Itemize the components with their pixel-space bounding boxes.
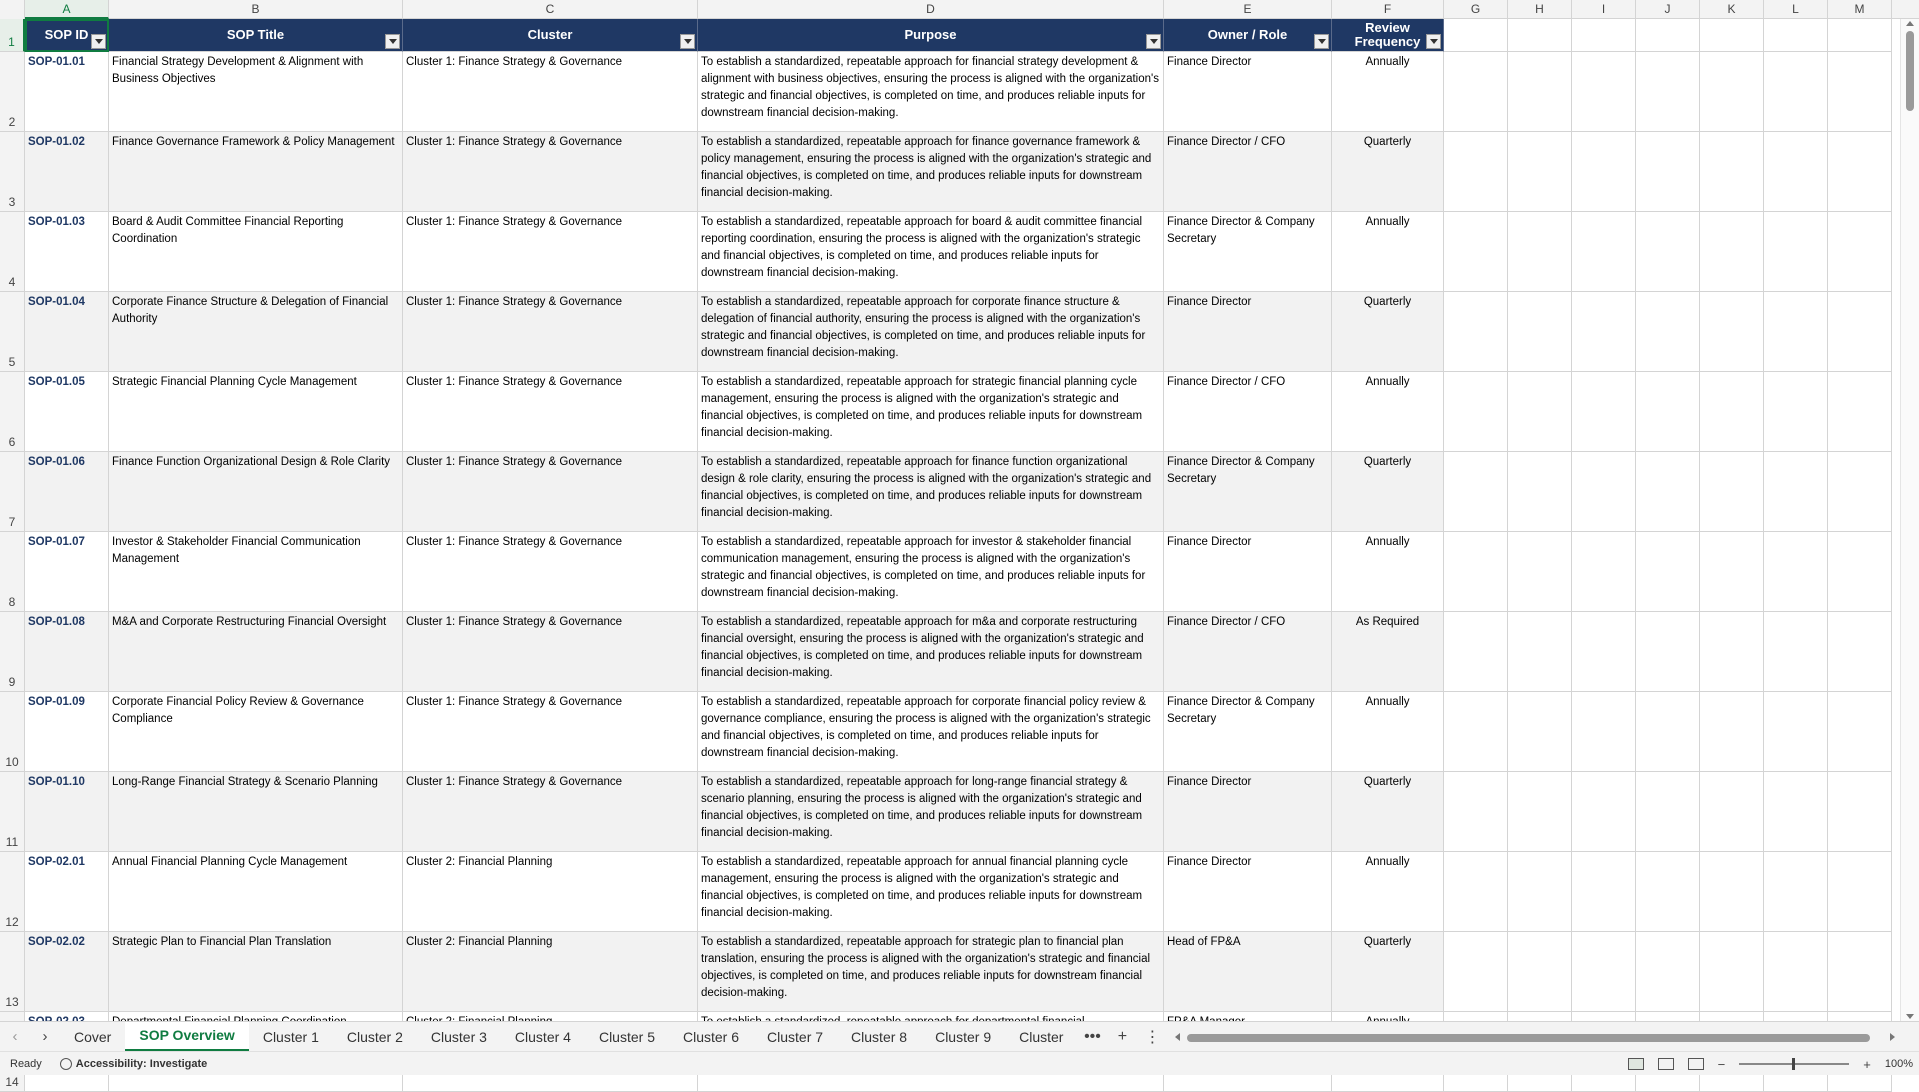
cell-purpose[interactable]: To establish a standardized, repeatable approach for financial strategy development & alignment with business objectives, ensuring the process is aligned with the organization's strategic and financial objectives, is completed on time, and produces reliable inputs for downstream financial decision-making. [698,52,1164,132]
cell-sop-id[interactable] [25,532,109,612]
empty-cell[interactable] [1700,772,1764,852]
cell-review-frequency[interactable]: Quarterly [1332,132,1444,212]
horizontal-scrollbar[interactable] [1175,1031,1895,1043]
cell-cluster[interactable]: Cluster 1: Finance Strategy & Governance [403,292,698,372]
row-number[interactable]: 14 [0,1012,25,1092]
row-number[interactable]: 6 [0,372,25,452]
header-label: SOP Title [226,27,285,42]
cell-owner[interactable]: Finance Director [1164,52,1332,132]
empty-cell[interactable] [1636,852,1700,932]
cell-cluster[interactable]: Cluster 2: Financial Planning [403,852,698,932]
table-row [0,212,1892,292]
empty-cell[interactable] [1572,452,1636,532]
empty-cell[interactable] [1636,372,1700,452]
header-owner[interactable] [1164,19,1332,52]
empty-cell[interactable] [1636,532,1700,612]
header-review-frequency[interactable] [1332,19,1444,52]
sop-id-value: SOP-02.01 [28,856,85,868]
cell-review-frequency[interactable]: Quarterly [1332,292,1444,372]
empty-cell[interactable] [1572,692,1636,772]
empty-cell[interactable] [1700,932,1764,1012]
empty-cell[interactable] [1700,52,1764,132]
empty-cell[interactable] [1508,292,1572,372]
empty-cell[interactable] [1764,19,1828,52]
cell-sop-id[interactable] [25,132,109,212]
empty-cell[interactable] [1764,452,1828,532]
filter-dropdown-icon[interactable] [680,34,695,49]
empty-cell[interactable] [1444,452,1508,532]
empty-cell[interactable] [1828,19,1892,52]
header-sop-title[interactable] [109,19,403,52]
cell-owner[interactable]: Finance Director [1164,852,1332,932]
row-number[interactable]: 1 [0,19,25,52]
cell-sop-id[interactable] [25,52,109,132]
empty-cell[interactable] [1508,19,1572,52]
page-layout-view-icon[interactable] [1658,1058,1674,1070]
row-number[interactable]: 4 [0,212,25,292]
sop-id-value: SOP-01.01 [28,56,85,68]
cell-review-frequency[interactable]: Quarterly [1332,932,1444,1012]
cell-owner[interactable]: Finance Director & Company Secretary [1164,452,1332,532]
empty-cell[interactable] [1572,212,1636,292]
empty-cell[interactable] [1572,932,1636,1012]
empty-cell[interactable] [1636,452,1700,532]
cell-sop-id[interactable] [25,772,109,852]
filter-dropdown-icon[interactable] [1426,34,1441,49]
table-header-row [0,19,1892,52]
cell-sop-id[interactable] [25,692,109,772]
scroll-thumb[interactable] [1906,31,1914,111]
tab-cluster-3[interactable]: Cluster 3 [430,1028,487,1045]
tab-cluster-4[interactable]: Cluster 4 [514,1028,571,1045]
cell-sop-id[interactable] [25,212,109,292]
empty-cell[interactable] [1764,692,1828,772]
cell-sop-title[interactable]: Long-Range Financial Strategy & Scenario Planning [109,772,403,852]
cell-sop-title[interactable]: Investor & Stakeholder Financial Communication Management [109,532,403,612]
tab-cover[interactable]: Cover [74,1028,112,1045]
zoom-in-icon[interactable]: + [1863,1056,1871,1072]
accessibility-label: Accessibility: Investigate [75,1057,208,1070]
empty-cell[interactable] [1572,52,1636,132]
cell-owner[interactable]: Finance Director [1164,532,1332,612]
empty-cell[interactable] [1700,692,1764,772]
table-row [0,532,1892,612]
column-letter-i[interactable]: I [1572,0,1636,19]
cell-cluster[interactable]: Cluster 1: Finance Strategy & Governance [403,52,698,132]
cell-review-frequency[interactable]: Annually [1332,52,1444,132]
row-number[interactable]: 8 [0,532,25,612]
empty-cell[interactable] [1636,19,1700,52]
empty-cell[interactable] [1764,372,1828,452]
cell-owner[interactable]: Finance Director / CFO [1164,372,1332,452]
cell-purpose[interactable]: To establish a standardized, repeatable approach for investor & stakeholder financial communication management, ensuring the process is aligned with the organization's strategic and financial objectives, is completed on time, and produces reliable inputs for downstream financial decision-making. [698,532,1164,612]
cell-cluster[interactable]: Cluster 1: Finance Strategy & Governance [403,692,698,772]
filter-dropdown-icon[interactable] [1314,34,1329,49]
empty-cell[interactable] [1444,692,1508,772]
empty-cell[interactable] [1508,132,1572,212]
empty-cell[interactable] [1700,612,1764,692]
empty-cell[interactable] [1508,532,1572,612]
row-number[interactable]: 13 [0,932,25,1012]
column-letter-l[interactable]: L [1764,0,1828,19]
zoom-out-icon[interactable]: − [1717,1056,1726,1072]
tab-cluster-6[interactable]: Cluster 6 [682,1028,740,1045]
cell-purpose[interactable]: To establish a standardized, repeatable approach for annual financial planning cycle management, ensuring the process is aligned with the organization's strategic and financial objectives, is completed on time, and produces reliable inputs for downstream financial decision-making. [698,852,1164,932]
header-sop-id[interactable] [25,19,109,52]
cell-sop-title[interactable]: Corporate Financial Policy Review & Governance Compliance [109,692,403,772]
accessibility-checker[interactable] [60,1058,207,1070]
row-number[interactable]: 10 [0,692,25,772]
empty-cell[interactable] [1636,132,1700,212]
row-number[interactable]: 11 [0,772,25,852]
empty-cell[interactable] [1764,612,1828,692]
empty-cell[interactable] [1572,532,1636,612]
normal-view-icon[interactable] [1628,1058,1644,1070]
add-sheet-icon[interactable]: + [1117,1027,1128,1045]
sheet-options-icon[interactable]: ⋮ [1144,1028,1161,1046]
empty-cell[interactable] [1764,532,1828,612]
view-controls [1628,1052,1913,1076]
empty-cell[interactable] [1764,772,1828,852]
empty-cell[interactable] [1444,532,1508,612]
cell-sop-id[interactable] [25,852,109,932]
cell-sop-id[interactable] [25,612,109,692]
table-row [0,772,1892,852]
empty-cell[interactable] [1444,852,1508,932]
header-purpose[interactable] [698,19,1164,52]
header-label: SOP ID [44,27,89,42]
cell-cluster[interactable]: Cluster 1: Finance Strategy & Governance [403,532,698,612]
filter-dropdown-icon[interactable] [385,34,400,49]
cell-review-frequency[interactable]: Quarterly [1332,452,1444,532]
cell-cluster[interactable]: Cluster 1: Finance Strategy & Governance [403,772,698,852]
column-letter-k[interactable]: K [1700,0,1764,19]
empty-cell[interactable] [1828,212,1892,292]
column-letter-a[interactable]: A [25,0,109,19]
empty-cell[interactable] [1508,772,1572,852]
empty-cell[interactable] [1572,772,1636,852]
cell-purpose[interactable]: To establish a standardized, repeatable approach for strategic plan to financial plan translation, ensuring the process is aligned with the organization's strategic and financial objectives, is completed on time, and produces reliable inputs for downstream financial decision-making. [698,932,1164,1012]
empty-cell[interactable] [1508,452,1572,532]
more-tabs-icon[interactable]: ••• [1084,1027,1101,1045]
row-number[interactable]: 2 [0,52,25,132]
scroll-thumb[interactable] [1187,1034,1870,1042]
row-number[interactable]: 9 [0,612,25,692]
empty-cell[interactable] [1508,932,1572,1012]
tab-prev-icon[interactable]: ‹ [12,1028,18,1045]
tab-cluster-2[interactable]: Cluster 2 [346,1028,403,1045]
empty-cell[interactable] [1572,132,1636,212]
cell-sop-id[interactable] [25,292,109,372]
empty-cell[interactable] [1444,212,1508,292]
cell-sop-id[interactable] [25,932,109,1012]
empty-cell[interactable] [1508,692,1572,772]
status-bar [0,1051,1919,1075]
table-row [0,612,1892,692]
table-row [0,932,1892,1012]
header-cluster[interactable] [403,19,698,52]
empty-cell[interactable] [1572,852,1636,932]
header-label: Purpose [904,27,957,42]
cell-review-frequency[interactable]: Annually [1332,372,1444,452]
empty-cell[interactable] [1444,292,1508,372]
empty-cell[interactable] [1828,852,1892,932]
empty-cell[interactable] [1828,932,1892,1012]
empty-cell[interactable] [1828,452,1892,532]
cell-purpose[interactable]: To establish a standardized, repeatable approach for finance governance framework & policy management, ensuring the process is aligned with the organization's strategic and financial objectives, is completed on time, and produces reliable inputs for downstream financial decision-making. [698,132,1164,212]
filter-dropdown-icon[interactable] [1146,34,1161,49]
cell-sop-title[interactable]: Finance Function Organizational Design & Role Clarity [109,452,403,532]
cell-cluster[interactable]: Cluster 2: Financial Planning [403,932,698,1012]
column-letter-j[interactable]: J [1636,0,1700,19]
empty-cell[interactable] [1508,52,1572,132]
cell-owner[interactable]: Finance Director / CFO [1164,132,1332,212]
filter-dropdown-icon[interactable] [91,34,106,49]
accessibility-icon [60,1058,72,1070]
empty-cell[interactable] [1764,852,1828,932]
cell-review-frequency[interactable]: Annually [1332,852,1444,932]
cell-owner[interactable]: Finance Director & Company Secretary [1164,212,1332,292]
row-number[interactable]: 12 [0,852,25,932]
sop-id-value: SOP-02.02 [28,936,85,948]
empty-cell[interactable] [1636,692,1700,772]
column-letter-c[interactable]: C [403,0,698,19]
empty-cell[interactable] [1828,772,1892,852]
select-all-corner[interactable] [0,0,25,19]
sheet-tabs-bar [0,1021,1919,1051]
row-number[interactable]: 7 [0,452,25,532]
cell-sop-title[interactable]: Financial Strategy Development & Alignment with Business Objectives [109,52,403,132]
sop-id-value: SOP-01.04 [28,296,85,308]
column-letter-d[interactable]: D [698,0,1164,19]
empty-cell[interactable] [1636,52,1700,132]
cell-purpose[interactable]: To establish a standardized, repeatable approach for corporate finance structure & delegation of financial authority, ensuring the process is aligned with the organization's strategic and financial objectives, is completed on time, and produces reliable inputs for downstream financial decision-making. [698,292,1164,372]
empty-cell[interactable] [1508,852,1572,932]
table-row [0,372,1892,452]
cell-sop-title[interactable]: Strategic Plan to Financial Plan Translation [109,932,403,1012]
cell-cluster[interactable]: Cluster 1: Finance Strategy & Governance [403,212,698,292]
empty-cell[interactable] [1444,932,1508,1012]
empty-cell[interactable] [1700,532,1764,612]
empty-cell[interactable] [1636,292,1700,372]
empty-cell[interactable] [1764,212,1828,292]
cell-review-frequency[interactable]: As Required [1332,612,1444,692]
tab-cluster-1[interactable]: Cluster 1 [262,1028,319,1045]
empty-cell[interactable] [1508,372,1572,452]
table-row [0,452,1892,532]
sop-id-value: SOP-01.10 [28,776,85,788]
empty-cell[interactable] [1700,132,1764,212]
empty-cell[interactable] [1700,452,1764,532]
table-row [0,292,1892,372]
scroll-down-icon[interactable] [1906,1014,1914,1019]
empty-cell[interactable] [1444,372,1508,452]
cell-sop-id[interactable] [25,372,109,452]
cell-owner[interactable]: Head of FP&A [1164,932,1332,1012]
empty-cell[interactable] [1828,132,1892,212]
sop-id-value: SOP-01.07 [28,536,85,548]
empty-cell[interactable] [1444,19,1508,52]
tab-next-icon[interactable]: › [42,1028,48,1045]
empty-cell[interactable] [1508,612,1572,692]
sop-id-value: SOP-01.02 [28,136,85,148]
empty-cell[interactable] [1508,212,1572,292]
sop-id-value: SOP-01.09 [28,696,85,708]
cell-sop-title[interactable]: Finance Governance Framework & Policy Management [109,132,403,212]
column-letter-f[interactable]: F [1332,0,1444,19]
cell-sop-title[interactable]: Strategic Financial Planning Cycle Management [109,372,403,452]
table-row [0,132,1892,212]
header-label: Cluster [527,27,573,42]
cell-sop-title[interactable]: Board & Audit Committee Financial Reporting Coordination [109,212,403,292]
scroll-up-icon[interactable] [1906,21,1914,26]
cell-cluster[interactable]: Cluster 1: Finance Strategy & Governance [403,132,698,212]
empty-cell[interactable] [1828,532,1892,612]
sop-id-value: SOP-01.05 [28,376,85,388]
empty-cell[interactable] [1444,772,1508,852]
tab-cluster-5[interactable]: Cluster 5 [598,1028,655,1045]
empty-cell[interactable] [1700,292,1764,372]
empty-cell[interactable] [1764,932,1828,1012]
table-row [0,52,1892,132]
cell-sop-id[interactable] [25,452,109,532]
tab-cluster[interactable]: Cluster [1019,1028,1064,1045]
cell-cluster[interactable]: Cluster 1: Finance Strategy & Governance [403,452,698,532]
tab-cluster-7[interactable]: Cluster 7 [767,1028,824,1045]
sheet-tabs [60,1022,1077,1052]
empty-cell[interactable] [1636,772,1700,852]
empty-cell[interactable] [1572,19,1636,52]
column-header-bar [0,0,1919,19]
page-break-view-icon[interactable] [1688,1058,1704,1070]
cell-sop-title[interactable]: Corporate Finance Structure & Delegation of Financial Authority [109,292,403,372]
cell-review-frequency[interactable]: Annually [1332,212,1444,292]
cell-sop-title[interactable]: Annual Financial Planning Cycle Management [109,852,403,932]
cell-purpose[interactable]: To establish a standardized, repeatable approach for m&a and corporate restructuring financial oversight, ensuring the process is aligned with the organization's strategic and financial objectives, is completed on time, and produces reliable inputs for downstream financial decision-making. [698,612,1164,692]
sop-id-value: SOP-01.06 [28,456,85,468]
cell-cluster[interactable]: Cluster 1: Finance Strategy & Governance [403,372,698,452]
empty-cell[interactable] [1828,292,1892,372]
tab-cluster-8[interactable]: Cluster 8 [851,1028,908,1045]
cell-owner[interactable]: Finance Director / CFO [1164,612,1332,692]
empty-cell[interactable] [1636,932,1700,1012]
cell-review-frequency[interactable]: Annually [1332,532,1444,612]
empty-cell[interactable] [1828,52,1892,132]
empty-cell[interactable] [1636,612,1700,692]
empty-cell[interactable] [1700,19,1764,52]
row-number[interactable]: 3 [0,132,25,212]
empty-cell[interactable] [1764,132,1828,212]
table-row [0,692,1892,772]
empty-cell[interactable] [1572,612,1636,692]
empty-cell[interactable] [1444,612,1508,692]
empty-cell[interactable] [1828,692,1892,772]
cell-purpose[interactable]: To establish a standardized, repeatable approach for strategic financial planning cycle management, ensuring the process is aligned with the organization's strategic and financial objectives, is completed on time, and produces reliable inputs for downstream financial decision-making. [698,372,1164,452]
cell-purpose[interactable]: To establish a standardized, repeatable approach for long-range financial strategy & scenario planning, ensuring the process is aligned with the organization's strategic and financial objectives, is completed on time, and produces reliable inputs for downstream financial decision-making. [698,772,1164,852]
empty-cell[interactable] [1764,292,1828,372]
cell-owner[interactable]: Finance Director [1164,292,1332,372]
empty-cell[interactable] [1572,292,1636,372]
cell-review-frequency[interactable]: Annually [1332,692,1444,772]
cell-sop-title[interactable]: M&A and Corporate Restructuring Financial Oversight [109,612,403,692]
empty-cell[interactable] [1828,372,1892,452]
empty-cell[interactable] [1444,132,1508,212]
header-label: Owner / Role [1207,27,1288,42]
row-number[interactable]: 5 [0,292,25,372]
table-row [0,852,1892,932]
cell-owner[interactable]: Finance Director [1164,772,1332,852]
sop-id-value: SOP-01.03 [28,216,85,228]
scroll-left-icon[interactable] [1175,1033,1180,1041]
empty-cell[interactable] [1828,612,1892,692]
cell-review-frequency[interactable]: Quarterly [1332,772,1444,852]
column-letter-b[interactable]: B [109,0,403,19]
empty-cell[interactable] [1636,212,1700,292]
column-letter-h[interactable]: H [1508,0,1572,19]
empty-cell[interactable] [1444,52,1508,132]
cell-cluster[interactable]: Cluster 1: Finance Strategy & Governance [403,612,698,692]
empty-cell[interactable] [1700,372,1764,452]
cell-purpose[interactable]: To establish a standardized, repeatable approach for finance function organizational design & role clarity, ensuring the process is aligned with the organization's strategic and financial objectives, is completed on time, and produces reliable inputs for downstream financial decision-making. [698,452,1164,532]
tab-cluster-9[interactable]: Cluster 9 [935,1028,992,1045]
cell-purpose[interactable]: To establish a standardized, repeatable approach for board & audit committee financial reporting coordination, ensuring the process is aligned with the organization's strategic and financial objectives, is completed on time, and produces reliable inputs for downstream financial decision-making. [698,212,1164,292]
vertical-scrollbar[interactable] [1900,19,1919,1021]
header-label: Review Frequency [1354,20,1421,49]
empty-cell[interactable] [1572,372,1636,452]
tab-sop-overview[interactable]: SOP Overview [125,1022,248,1052]
scroll-right-icon[interactable] [1890,1033,1895,1041]
column-letter-e[interactable]: E [1164,0,1332,19]
empty-cell[interactable] [1764,52,1828,132]
column-letter-m[interactable]: M [1828,0,1892,19]
column-letter-g[interactable]: G [1444,0,1508,19]
empty-cell[interactable] [1700,212,1764,292]
zoom-level[interactable]: 100% [1884,1058,1913,1070]
sop-id-value: SOP-01.08 [28,616,85,628]
zoom-slider[interactable] [1739,1063,1849,1065]
cell-purpose[interactable]: To establish a standardized, repeatable approach for corporate financial policy review & governance compliance, ensuring the process is aligned with the organization's strategic and financial objectives, is completed on time, and produces reliable inputs for downstream financial decision-making. [698,692,1164,772]
status-ready: Ready [10,1057,42,1070]
cell-owner[interactable]: Finance Director & Company Secretary [1164,692,1332,772]
empty-cell[interactable] [1700,852,1764,932]
